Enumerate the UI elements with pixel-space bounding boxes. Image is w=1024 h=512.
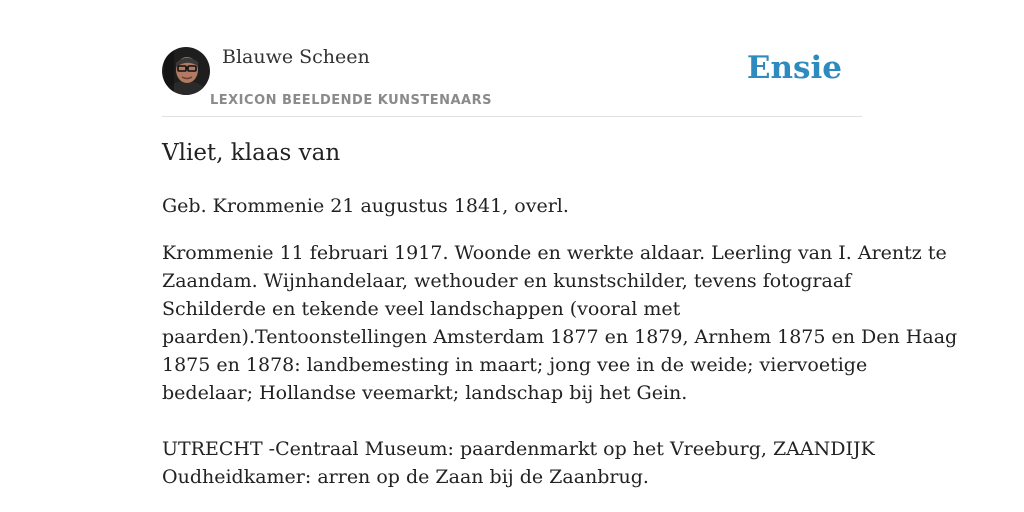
author-name[interactable]: Blauwe Scheen xyxy=(222,46,370,68)
article-title: Vliet, klaas van xyxy=(162,140,341,166)
document-page xyxy=(162,0,958,512)
body-line: Schilderde en tekende veel landschappen (vooral met xyxy=(162,298,681,320)
body-line: Krommenie 11 februari 1917. Woonde en werkte aldaar. Leerling van I. Arentz te xyxy=(162,242,947,264)
avatar-photo-icon xyxy=(162,47,210,95)
body-line: bedelaar; Hollandse veemarkt; landschap bij het Gein. xyxy=(162,382,688,404)
collection-name[interactable]: LEXICON BEELDENDE KUNSTENAARS xyxy=(210,93,492,108)
body-line: UTRECHT -Centraal Museum: paardenmarkt op het Vreeburg, ZAANDIJK xyxy=(162,438,875,460)
body-line-blank xyxy=(162,407,862,435)
body-line: Oudheidkamer: arren op de Zaan bij de Zaanbrug. xyxy=(162,466,649,488)
body-line: Zaandam. Wijnhandelaar, wethouder en kunstschilder, tevens fotograaf xyxy=(162,270,852,292)
article-body xyxy=(162,239,958,491)
article-intro: Geb. Krommenie 21 augustus 1841, overl. xyxy=(162,195,569,217)
brand-logo[interactable]: Ensie xyxy=(746,50,842,86)
body-line: 1875 en 1878: landbemesting in maart; jong vee in de weide; viervoetige xyxy=(162,354,868,376)
body-line: paarden).Tentoonstellingen Amsterdam 1877 en 1879, Arnhem 1875 en Den Haag xyxy=(162,326,958,348)
avatar[interactable] xyxy=(162,47,210,95)
header xyxy=(162,0,862,117)
